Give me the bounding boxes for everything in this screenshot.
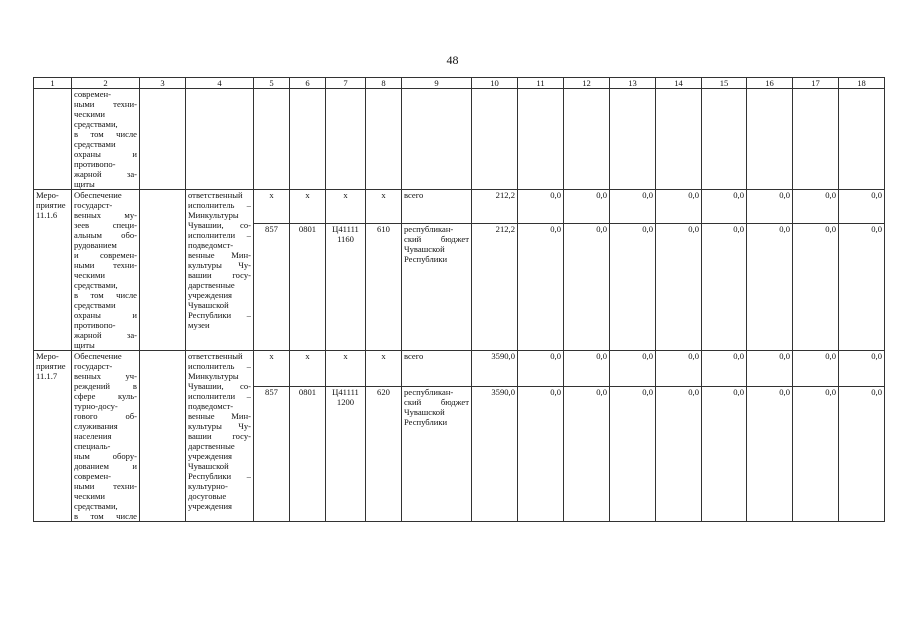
text-line: исполнитель – bbox=[188, 200, 251, 210]
cell-value: 0,0 bbox=[688, 387, 699, 398]
text-line: Чувашии, со- bbox=[188, 381, 251, 391]
cell-amount bbox=[793, 224, 839, 351]
cell-amount bbox=[472, 387, 518, 522]
cell-value: 610 bbox=[377, 224, 390, 235]
budget-table bbox=[33, 77, 885, 522]
text-line: досуговые bbox=[188, 491, 227, 501]
text-line: в том числе bbox=[74, 129, 137, 139]
text-line: ческими bbox=[74, 109, 105, 119]
cell-value: 0,0 bbox=[733, 224, 744, 235]
text-line: Республики – bbox=[188, 310, 251, 320]
cell-target-code bbox=[254, 224, 290, 351]
cell-amount bbox=[472, 351, 518, 387]
column-number: 1 bbox=[34, 78, 72, 89]
text-line: дарственные bbox=[188, 441, 235, 451]
cell-value: 0,0 bbox=[733, 351, 744, 361]
continuation-row bbox=[34, 89, 885, 190]
cell-amount bbox=[793, 351, 839, 387]
text-line: учреждения bbox=[188, 501, 233, 511]
cell-amount bbox=[610, 387, 656, 522]
text-line: 1160 bbox=[337, 234, 354, 245]
cell-value: 0,0 bbox=[596, 387, 607, 398]
text-line: Меро- bbox=[36, 190, 59, 200]
text-line: гового об- bbox=[74, 411, 137, 421]
cell-value: 0,0 bbox=[550, 224, 561, 235]
text-line: исполнители – bbox=[188, 391, 251, 401]
text-line: в том числе bbox=[74, 290, 137, 300]
text-line: средствами bbox=[74, 300, 116, 310]
cell-amount bbox=[518, 351, 564, 387]
text-line: ский бюджет bbox=[404, 397, 469, 408]
text-line: исполнитель – bbox=[188, 361, 251, 371]
cell-value: 0,0 bbox=[688, 351, 699, 361]
cell-value: 0,0 bbox=[733, 190, 744, 200]
text-line: средствами, bbox=[74, 280, 118, 290]
cell-source bbox=[402, 387, 472, 522]
text-line: приятие bbox=[36, 200, 66, 210]
cell-value: 0,0 bbox=[871, 351, 882, 361]
measure-11-1-6-total-row bbox=[34, 190, 885, 224]
column-number: 3 bbox=[140, 78, 186, 89]
cell-expense-code bbox=[366, 190, 402, 224]
cell-value: 0,0 bbox=[550, 387, 561, 398]
cell-amount bbox=[702, 351, 747, 387]
cell-section-code bbox=[290, 387, 326, 522]
text-line: подведомст- bbox=[188, 240, 234, 250]
cell-value: 0,0 bbox=[871, 387, 882, 398]
cell-value: 857 bbox=[265, 224, 278, 235]
measure-description bbox=[72, 190, 140, 351]
text-line: Меро- bbox=[36, 351, 59, 361]
cell-article-code bbox=[326, 387, 366, 522]
measure-executors bbox=[186, 190, 254, 351]
text-line: Республики bbox=[404, 254, 448, 265]
cell-amount bbox=[793, 190, 839, 224]
cell-target-code bbox=[254, 351, 290, 387]
column-number: 16 bbox=[747, 78, 793, 89]
text-line: вашии госу- bbox=[188, 270, 251, 280]
cell-value: 0,0 bbox=[825, 387, 836, 398]
text-line: современ- bbox=[74, 89, 111, 99]
text-line: Республики bbox=[404, 417, 448, 428]
cell-value: х bbox=[343, 351, 348, 361]
text-line: служивания bbox=[74, 421, 118, 431]
text-line: Ц41111 bbox=[332, 387, 359, 398]
text-line: реждений в bbox=[74, 381, 137, 391]
text-line: ными техни- bbox=[74, 260, 137, 270]
text-line: венные Мин- bbox=[188, 411, 251, 421]
cell-amount bbox=[839, 387, 885, 522]
cell-value: х bbox=[305, 351, 310, 361]
text-line: охраны и bbox=[74, 149, 137, 159]
cell-amount bbox=[472, 190, 518, 224]
text-line: населения bbox=[74, 431, 112, 441]
column-number: 18 bbox=[839, 78, 885, 89]
text-line: альным обо- bbox=[74, 230, 137, 240]
cell-value: всего bbox=[404, 351, 424, 361]
cell-amount bbox=[702, 387, 747, 522]
text-line: Минкультуры bbox=[188, 210, 239, 220]
cell-value: х bbox=[343, 190, 348, 200]
text-line: и современ- bbox=[74, 250, 137, 260]
cell-amount bbox=[702, 224, 747, 351]
column-number: 13 bbox=[610, 78, 656, 89]
cell-value: 0,0 bbox=[825, 190, 836, 200]
cell-value: 0,0 bbox=[642, 387, 653, 398]
cell-value: 212,2 bbox=[495, 224, 515, 235]
text-line: 11.1.7 bbox=[36, 371, 58, 381]
cell-value: 0,0 bbox=[733, 387, 744, 398]
cell-amount bbox=[656, 351, 702, 387]
cell-value: 0,0 bbox=[550, 351, 561, 361]
cell-amount bbox=[518, 224, 564, 351]
page-number: 48 bbox=[446, 53, 459, 67]
text-line: противопо- bbox=[74, 159, 116, 169]
column-number: 14 bbox=[656, 78, 702, 89]
cell-value: 0801 bbox=[298, 224, 317, 235]
cell-section-code bbox=[290, 351, 326, 387]
cell-value: 0801 bbox=[298, 387, 317, 398]
cell-amount bbox=[656, 190, 702, 224]
cell-source bbox=[402, 224, 472, 351]
text-line: музеи bbox=[188, 320, 210, 330]
column-number: 5 bbox=[254, 78, 290, 89]
cell-value: 0,0 bbox=[871, 190, 882, 200]
cell-value: 0,0 bbox=[779, 387, 790, 398]
column-number: 15 bbox=[702, 78, 747, 89]
cell-value: всего bbox=[404, 190, 424, 200]
text-line: Республики – bbox=[188, 471, 251, 481]
cell-value: 0,0 bbox=[779, 224, 790, 235]
cell-value: 620 bbox=[377, 387, 390, 398]
measure-id bbox=[34, 190, 72, 351]
text-line: сфере куль- bbox=[74, 391, 137, 401]
cell-section-code bbox=[290, 224, 326, 351]
cell-value: х bbox=[305, 190, 310, 200]
cell-value: 0,0 bbox=[642, 190, 653, 200]
cell-amount bbox=[747, 387, 793, 522]
column-number: 6 bbox=[290, 78, 326, 89]
text-line: венных му- bbox=[74, 210, 137, 220]
text-line: Ц41111 bbox=[332, 224, 359, 235]
text-line: современ- bbox=[74, 471, 111, 481]
text-line: средствами, bbox=[74, 119, 118, 129]
text-line: Чувашской bbox=[404, 407, 445, 418]
cell-value: 0,0 bbox=[779, 190, 790, 200]
cell-value: 0,0 bbox=[596, 351, 607, 361]
cell-amount bbox=[839, 351, 885, 387]
cell-amount bbox=[747, 351, 793, 387]
text-line: учреждения bbox=[188, 451, 233, 461]
text-line: венных уч- bbox=[74, 371, 137, 381]
text-line: дованием и bbox=[74, 461, 137, 471]
cell-amount bbox=[518, 387, 564, 522]
text-line: культуры Чу- bbox=[188, 260, 251, 270]
text-line: ответственный bbox=[188, 351, 243, 361]
cell-article-code bbox=[326, 351, 366, 387]
text-line: ными техни- bbox=[74, 99, 137, 109]
text-line: специаль- bbox=[74, 441, 111, 451]
cell-value: х bbox=[269, 190, 274, 200]
cell-amount bbox=[610, 224, 656, 351]
column-number: 7 bbox=[326, 78, 366, 89]
text-line: ответственный bbox=[188, 190, 243, 200]
text-line: Минкультуры bbox=[188, 371, 239, 381]
cell-amount bbox=[610, 190, 656, 224]
cell-value: 0,0 bbox=[550, 190, 561, 200]
column-number: 4 bbox=[186, 78, 254, 89]
cell-target-code bbox=[254, 190, 290, 224]
cell-value: 0,0 bbox=[825, 351, 836, 361]
text-line: Чувашской bbox=[188, 300, 229, 310]
text-line: Чувашии, со- bbox=[188, 220, 251, 230]
text-line: культурно- bbox=[188, 481, 228, 491]
text-line: ский бюджет bbox=[404, 234, 469, 245]
text-line: подведомст- bbox=[188, 401, 234, 411]
text-line: Чувашской bbox=[404, 244, 445, 255]
text-line: средствами bbox=[74, 139, 116, 149]
cell-value: 0,0 bbox=[688, 224, 699, 235]
cell-value: 3590,0 bbox=[491, 387, 515, 398]
cell-amount bbox=[656, 387, 702, 522]
measure-description bbox=[72, 351, 140, 522]
text-line: приятие bbox=[36, 361, 66, 371]
cell-amount bbox=[564, 224, 610, 351]
column-number: 9 bbox=[402, 78, 472, 89]
text-line: ным обору- bbox=[74, 451, 137, 461]
measure-id bbox=[34, 351, 72, 522]
text-line: учреждения bbox=[188, 290, 233, 300]
text-line: вашии госу- bbox=[188, 431, 251, 441]
cell-value: 212,2 bbox=[495, 190, 515, 200]
cell-amount bbox=[839, 224, 885, 351]
text-line: культуры Чу- bbox=[188, 421, 251, 431]
column-number: 17 bbox=[793, 78, 839, 89]
cell-amount bbox=[518, 190, 564, 224]
measure-executors bbox=[186, 351, 254, 522]
cell-target-code bbox=[254, 387, 290, 522]
text-line: противопо- bbox=[74, 320, 116, 330]
text-line: рудованием bbox=[74, 240, 117, 250]
text-line: жарной за- bbox=[74, 169, 137, 179]
cell-value: 0,0 bbox=[596, 224, 607, 235]
text-line: охраны и bbox=[74, 310, 137, 320]
cell-source bbox=[402, 351, 472, 387]
column-number: 10 bbox=[472, 78, 518, 89]
column-number: 12 bbox=[564, 78, 610, 89]
text-line: щиты bbox=[74, 340, 95, 350]
cell-value: х bbox=[381, 190, 386, 200]
text-line: государст- bbox=[74, 200, 113, 210]
cell-amount bbox=[564, 351, 610, 387]
text-line: Обеспечение bbox=[74, 351, 122, 361]
cell-value: 0,0 bbox=[596, 190, 607, 200]
column-number: 2 bbox=[72, 78, 140, 89]
text-line: венные Мин- bbox=[188, 250, 251, 260]
text-line: ческими bbox=[74, 270, 105, 280]
cell-value: 0,0 bbox=[642, 351, 653, 361]
cell-article-code bbox=[326, 190, 366, 224]
cell-value: 0,0 bbox=[779, 351, 790, 361]
cell-article-code bbox=[326, 224, 366, 351]
cell-section-code bbox=[290, 190, 326, 224]
text-line: республикан- bbox=[404, 224, 454, 235]
cell-expense-code bbox=[366, 387, 402, 522]
text-line: щиты bbox=[74, 179, 95, 189]
cell-amount bbox=[793, 387, 839, 522]
text-line: 1200 bbox=[336, 397, 355, 408]
cell-value: 0,0 bbox=[871, 224, 882, 235]
cell-amount bbox=[747, 190, 793, 224]
cell-expense-code bbox=[366, 351, 402, 387]
column-number: 8 bbox=[366, 78, 402, 89]
column-number: 11 bbox=[518, 78, 564, 89]
continuation-description bbox=[72, 89, 140, 190]
text-line: турно-досу- bbox=[74, 401, 118, 411]
cell-value: 857 bbox=[265, 387, 278, 398]
cell-amount bbox=[610, 351, 656, 387]
text-line: исполнители – bbox=[188, 230, 251, 240]
text-line: 11.1.6 bbox=[36, 210, 58, 220]
cell-amount bbox=[702, 190, 747, 224]
text-line: республикан- bbox=[404, 387, 454, 398]
text-line: ческими bbox=[74, 491, 105, 501]
text-line: в том числе bbox=[74, 511, 137, 521]
text-line: государст- bbox=[74, 361, 113, 371]
cell-expense-code bbox=[366, 224, 402, 351]
text-line: зеев специ- bbox=[74, 220, 137, 230]
measure-11-1-7-total-row bbox=[34, 351, 885, 387]
cell-amount bbox=[564, 387, 610, 522]
cell-value: 3590,0 bbox=[491, 351, 515, 361]
cell-source bbox=[402, 190, 472, 224]
header-row bbox=[34, 78, 885, 89]
cell-value: 0,0 bbox=[642, 224, 653, 235]
cell-value: х bbox=[269, 351, 274, 361]
cell-amount bbox=[839, 190, 885, 224]
cell-value: 0,0 bbox=[825, 224, 836, 235]
cell-amount bbox=[564, 190, 610, 224]
cell-value: 0,0 bbox=[688, 190, 699, 200]
text-line: Обеспечение bbox=[74, 190, 122, 200]
text-line: дарственные bbox=[188, 280, 235, 290]
text-line: ными техни- bbox=[74, 481, 137, 491]
cell-amount bbox=[472, 224, 518, 351]
cell-value: х bbox=[381, 351, 386, 361]
text-line: средствами, bbox=[74, 501, 118, 511]
cell-amount bbox=[656, 224, 702, 351]
text-line: жарной за- bbox=[74, 330, 137, 340]
cell-amount bbox=[747, 224, 793, 351]
text-line: Чувашской bbox=[188, 461, 229, 471]
